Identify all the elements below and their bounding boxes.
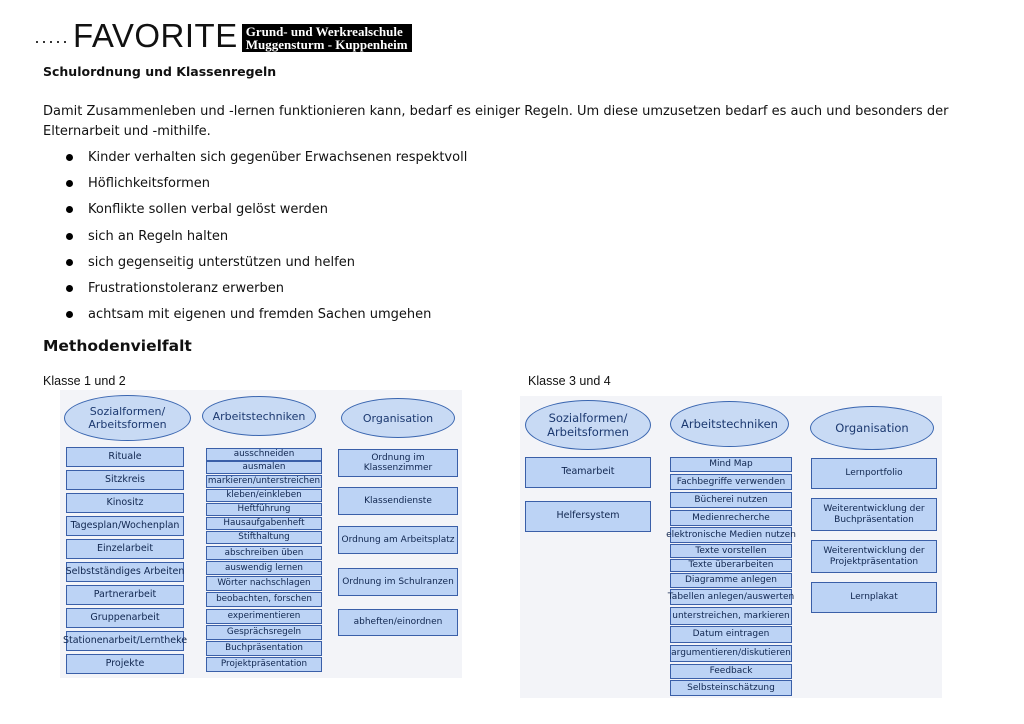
method-box: Hausaufgabenheft [206, 517, 322, 530]
klasse-1-2-diagram [60, 390, 462, 678]
klasse-3-4-oval-arbeitstechniken: Arbeitstechniken [670, 401, 789, 447]
method-box: markieren/unterstreichen [207, 476, 321, 487]
intro-paragraph: Damit Zusammenleben und -lernen funktionieren kann, bedarf es einiger Regeln. Um diese umzusetzen bedarf es auch und besonders der Elternarbeit und -mithilfe. [43, 104, 949, 139]
method-box: elektronische Medien nutzen [670, 527, 792, 543]
rule-item: Kinder verhalten sich gegenüber Erwachsenen respektvoll [64, 149, 467, 175]
method-box: Mind Map [670, 457, 792, 472]
method-box: Kinositz [66, 493, 184, 513]
method-box: Bücherei nutzen [670, 492, 792, 508]
klasse-1-2-oval-sozialformen: Sozialformen/ Arbeitsformen [64, 395, 191, 441]
method-box: Stationenarbeit/Lerntheke [66, 631, 184, 651]
header [34, 16, 412, 52]
rule-item: Frustrationstoleranz erwerben [64, 280, 467, 306]
method-box: Fachbegriffe verwenden [670, 474, 792, 490]
method-box: auswendig lernen [206, 561, 322, 575]
section-title-methodenvielfalt: Methodenvielfalt [43, 337, 192, 355]
method-box: Feedback [670, 664, 792, 679]
rule-item: sich an Regeln halten [64, 228, 467, 254]
method-box: Medienrecherche [670, 510, 792, 526]
method-box: Ordnung am Arbeitsplatz [338, 526, 458, 554]
method-box: Ordnung im Schulranzen [338, 568, 458, 596]
method-box: Partnerarbeit [66, 585, 184, 605]
method-box: argumentieren/diskutieren [670, 645, 792, 662]
method-box: Ordnung im Klassenzimmer [338, 449, 458, 477]
method-box: abheften/einordnen [338, 609, 458, 636]
klasse-3-4-label: Klasse 3 und 4 [528, 374, 611, 388]
method-box: Lernplakat [811, 582, 937, 613]
rule-item: sich gegenseitig unterstützen und helfen [64, 254, 467, 280]
method-box: Gesprächsregeln [206, 625, 322, 640]
method-box: Projektpräsentation [206, 657, 322, 672]
klasse-3-4-oval-organisation: Organisation [810, 406, 934, 450]
method-box: Teamarbeit [525, 457, 651, 488]
method-box: Einzelarbeit [66, 539, 184, 559]
rule-item: Konflikte sollen verbal gelöst werden [64, 201, 467, 227]
method-box: Stifthaltung [206, 531, 322, 544]
method-box: Heftführung [206, 503, 322, 516]
method-box: beobachten, forschen [206, 592, 322, 607]
method-box: Texte vorstellen [670, 544, 792, 558]
school-name-badge [242, 24, 412, 52]
method-box: unterstreichen, markieren [670, 607, 792, 625]
method-box: Klassendienste [338, 487, 458, 515]
method-box: kleben/einkleben [206, 489, 322, 502]
method-box: Rituale [66, 447, 184, 467]
rule-item: Höflichkeitsformen [64, 175, 467, 201]
method-box: Selbsteinschätzung [670, 680, 792, 696]
klasse-3-4-oval-sozialformen: Sozialformen/ Arbeitsformen [525, 400, 651, 450]
method-box: Texte überarbeiten [670, 559, 792, 572]
brand-logo-text: FAVORITE [72, 17, 238, 54]
method-box: Wörter nachschlagen [206, 576, 322, 591]
method-box: Diagramme anlegen [670, 573, 792, 588]
method-box: Selbstständiges Arbeiten [66, 562, 184, 582]
method-box: Weiterentwicklung der Buchpräsentation [811, 498, 937, 531]
klasse-1-2-label: Klasse 1 und 2 [43, 374, 126, 388]
method-box: ausschneiden [206, 448, 322, 461]
method-box: Helfersystem [525, 501, 651, 532]
rules-list [64, 149, 467, 332]
method-box: Gruppenarbeit [66, 608, 184, 628]
method-box: Lernportfolio [811, 458, 937, 489]
method-box: abschreiben üben [206, 546, 322, 560]
method-box: ausmalen [206, 461, 322, 474]
page-title: Schulordnung und Klassenregeln [43, 64, 277, 79]
school-name-line-2: Muggensturm - Kuppenheim [245, 37, 408, 52]
method-box: Tagesplan/Wochenplan [66, 516, 184, 536]
rule-item: achtsam mit eigenen und fremden Sachen umgehen [64, 306, 467, 332]
school-name-line-1: Grund- und Werkrealschule [245, 24, 403, 39]
method-box: experimentieren [206, 609, 322, 624]
klasse-1-2-oval-arbeitstechniken: Arbeitstechniken [202, 396, 316, 436]
method-box: Buchpräsentation [206, 641, 322, 656]
method-box: Tabellen anlegen/auswerten [670, 589, 792, 605]
klasse-3-4-diagram [520, 396, 942, 698]
method-box: Projekte [66, 654, 184, 674]
method-box: Weiterentwicklung der Projektpräsentation [811, 540, 937, 573]
header-dots: ····· [34, 31, 69, 51]
method-box: Sitzkreis [66, 470, 184, 490]
klasse-1-2-oval-organisation: Organisation [341, 398, 455, 438]
method-box: Datum eintragen [670, 626, 792, 643]
